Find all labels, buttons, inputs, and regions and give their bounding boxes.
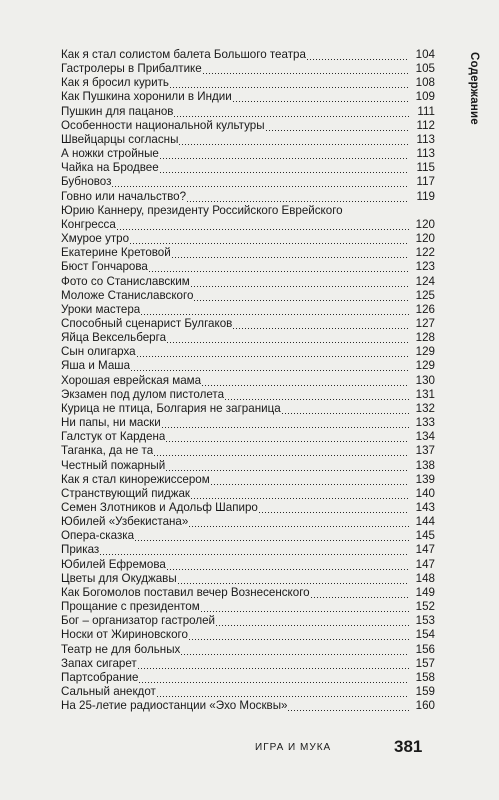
- leader-dots: [165, 459, 409, 473]
- toc-entry-page: 120: [415, 232, 435, 246]
- toc-entry: [61, 76, 435, 90]
- leader-dots: [148, 260, 409, 274]
- toc-entry-title: Пушкин для пацанов: [61, 104, 174, 118]
- leader-dots: [306, 48, 409, 62]
- toc-entry: [61, 275, 435, 289]
- toc-entry-title: Ни папы, ни маски: [61, 416, 161, 430]
- toc-entry-title: Чайка на Бродвее: [61, 161, 159, 175]
- toc-entry-title: Партсобрание: [61, 670, 139, 684]
- toc-entry-title: Юбилей «Узбекистана»: [61, 515, 189, 529]
- toc-entry: [61, 331, 435, 345]
- toc-entry-page: 144: [415, 515, 435, 529]
- toc-entry-title: Сын олигарха: [61, 345, 136, 359]
- toc-entry: [61, 459, 435, 473]
- toc-entry: [61, 218, 435, 232]
- toc-entry-page: 153: [415, 614, 435, 628]
- toc-entry: [61, 600, 435, 614]
- toc-entry-title: Швейцарцы согласны: [61, 132, 179, 146]
- toc-entry: [61, 204, 435, 218]
- toc-entry-page: 117: [416, 175, 435, 189]
- toc-entry: [61, 119, 435, 133]
- leader-dots: [129, 232, 409, 246]
- toc-entry-title: Хорошая еврейская мама: [61, 373, 202, 387]
- toc-entry-title: Запах сигарет: [61, 656, 137, 670]
- toc-entry-title: Уроки мастера: [61, 302, 141, 316]
- toc-entry-title: Как Богомолов поставил вечер Вознесенского: [61, 585, 310, 599]
- toc-entry: [61, 345, 435, 359]
- toc-entry-title: Честный пожарный: [61, 458, 166, 472]
- toc-entry: [61, 175, 435, 189]
- leader-dots: [177, 572, 409, 586]
- leader-dots: [193, 289, 409, 303]
- toc-entry-page: 111: [417, 104, 435, 118]
- toc-entry-page: 112: [416, 118, 435, 132]
- toc-entry: [61, 48, 435, 62]
- table-of-contents: [61, 48, 435, 713]
- leader-dots: [200, 600, 409, 614]
- toc-entry: [61, 62, 435, 76]
- toc-entry-title: Приказ: [61, 543, 100, 557]
- toc-entry: [61, 161, 435, 175]
- leader-dots: [166, 331, 409, 345]
- toc-entry: [61, 105, 435, 119]
- leader-dots: [130, 359, 409, 373]
- toc-entry-title: Конгресса: [61, 217, 116, 231]
- leader-dots: [134, 529, 409, 543]
- toc-entry-page: 160: [415, 699, 435, 713]
- toc-entry: [61, 643, 435, 657]
- section-header: [468, 52, 482, 132]
- toc-entry-page: 147: [415, 557, 435, 571]
- toc-entry: [61, 586, 435, 600]
- leader-dots: [138, 671, 409, 685]
- toc-entry-page: 129: [415, 359, 435, 373]
- toc-entry-title: Сальный анекдот: [61, 685, 156, 699]
- toc-entry-title: Бубновоз: [61, 175, 112, 189]
- leader-dots: [156, 685, 409, 699]
- leader-dots: [310, 586, 409, 600]
- toc-entry: [61, 699, 435, 713]
- toc-entry-page: 105: [415, 62, 435, 76]
- toc-entry-page: 132: [415, 401, 435, 415]
- toc-entry-page: 108: [415, 76, 435, 90]
- leader-dots: [178, 133, 409, 147]
- leader-dots: [116, 218, 409, 232]
- toc-entry-title: Бог – организатор гастролей: [61, 614, 216, 628]
- toc-entry-page: 139: [415, 472, 435, 486]
- toc-entry-title: Юбилей Ефремова: [61, 557, 166, 571]
- leader-dots: [210, 473, 409, 487]
- toc-entry-page: 109: [415, 90, 435, 104]
- leader-dots: [201, 374, 409, 388]
- toc-entry: [61, 685, 435, 699]
- toc-entry-title: Как я бросил курить: [61, 76, 169, 90]
- leader-dots: [159, 147, 409, 161]
- toc-entry-title: Хмурое утро: [61, 232, 130, 246]
- toc-entry: [61, 402, 435, 416]
- toc-entry-title: Как я стал солистом балета Большого театра: [61, 48, 306, 61]
- toc-entry: [61, 90, 435, 104]
- toc-entry: [61, 614, 435, 628]
- leader-dots: [287, 699, 409, 713]
- toc-entry-page: 145: [415, 529, 435, 543]
- toc-entry-page: 154: [415, 628, 435, 642]
- leader-dots: [265, 119, 409, 133]
- leader-dots: [171, 246, 409, 260]
- leader-dots: [140, 303, 409, 317]
- toc-entry-page: 138: [415, 458, 435, 472]
- leader-dots: [111, 175, 409, 189]
- leader-dots: [173, 105, 409, 119]
- toc-entry-page: 157: [415, 656, 435, 670]
- toc-entry-page: 113: [416, 132, 435, 146]
- toc-entry-page: 143: [415, 501, 435, 514]
- toc-entry: [61, 260, 435, 274]
- section-title: Содержание: [468, 52, 480, 125]
- toc-entry: [61, 289, 435, 303]
- toc-entry: [61, 388, 435, 402]
- leader-dots: [188, 515, 409, 529]
- toc-entry-title: Семен Злотников и Адольф Шапиро: [61, 501, 258, 514]
- toc-entry: [61, 529, 435, 543]
- toc-entry-title: Гастролеры в Прибалтике: [61, 62, 202, 76]
- toc-entry-title: Говно или начальство?: [61, 189, 187, 203]
- leader-dots: [166, 558, 409, 572]
- toc-entry-page: 129: [415, 345, 435, 359]
- leader-dots: [232, 317, 409, 331]
- toc-entry-title: Особенности национальной культуры: [61, 118, 265, 132]
- toc-entry-page: 137: [415, 444, 435, 458]
- toc-entry: [61, 515, 435, 529]
- toc-entry-title: Как я стал кинорежиссером: [61, 472, 210, 486]
- toc-entry-title: А ножки стройные: [61, 147, 159, 161]
- toc-entry-title: Опера-сказка: [61, 529, 135, 543]
- toc-entry-page: 115: [416, 161, 435, 175]
- leader-dots: [180, 643, 409, 657]
- leader-dots: [165, 430, 409, 444]
- leader-dots: [224, 388, 409, 402]
- toc-entry: [61, 572, 435, 586]
- toc-entry-page: 133: [415, 416, 435, 430]
- toc-entry: [61, 671, 435, 685]
- toc-entry-title: Яша и Маша: [61, 359, 131, 373]
- toc-entry-title: На 25-летие радиостанции «Эхо Москвы»: [61, 699, 288, 713]
- toc-entry-page: 130: [415, 373, 435, 387]
- toc-entry: [61, 501, 435, 515]
- toc-entry-page: 149: [415, 585, 435, 599]
- toc-entry-title: Курица не птица, Болгария не заграница: [61, 401, 281, 415]
- toc-entry-title: Цветы для Окуджавы: [61, 571, 177, 585]
- toc-entry-page: 156: [415, 642, 435, 656]
- toc-entry-title: Странствующий пиджак: [61, 486, 190, 500]
- toc-entry: [61, 487, 435, 501]
- toc-entry-title: Экзамен под дулом пистолета: [61, 387, 225, 401]
- leader-dots: [232, 90, 409, 104]
- toc-entry: [61, 317, 435, 331]
- toc-entry-title: Галстук от Кардена: [61, 430, 166, 444]
- toc-entry: [61, 558, 435, 572]
- toc-entry-page: 113: [416, 147, 435, 161]
- toc-entry-page: 104: [415, 48, 435, 61]
- toc-entry-title: Бюст Гончарова: [61, 260, 148, 274]
- toc-entry-page: 120: [415, 217, 435, 231]
- toc-entry-page: 127: [415, 316, 435, 330]
- page-number: 381: [394, 737, 423, 756]
- toc-entry-page: 140: [415, 486, 435, 500]
- toc-entry: [61, 416, 435, 430]
- leader-dots: [137, 657, 409, 671]
- toc-entry-title: Юрию Каннеру, президенту Российского Еврейского: [61, 203, 343, 217]
- toc-entry-page: 152: [415, 600, 435, 614]
- toc-entry-page: 158: [415, 670, 435, 684]
- leader-dots: [136, 345, 409, 359]
- toc-entry-title: Екатерине Кретовой: [61, 246, 171, 260]
- toc-entry-title: Фото со Станиславским: [61, 274, 190, 288]
- leader-dots: [161, 416, 409, 430]
- toc-entry-title: Моложе Станиславского: [61, 288, 194, 302]
- toc-entry: [61, 628, 435, 642]
- toc-entry: [61, 147, 435, 161]
- toc-entry-page: 128: [415, 331, 435, 345]
- leader-dots: [186, 190, 409, 204]
- toc-entry-page: 159: [415, 685, 435, 699]
- toc-entry: [61, 232, 435, 246]
- toc-entry: [61, 430, 435, 444]
- toc-entry-page: 123: [415, 260, 435, 274]
- toc-entry-page: 125: [415, 288, 435, 302]
- toc-entry: [61, 246, 435, 260]
- leader-dots: [188, 628, 409, 642]
- toc-entry-page: 122: [415, 246, 435, 260]
- running-footer-title: ИГРА И МУКА: [255, 742, 332, 753]
- toc-entry-title: Как Пушкина хоронили в Индии: [61, 90, 232, 104]
- toc-entry-page: 131: [415, 387, 435, 401]
- toc-entry: [61, 303, 435, 317]
- toc-entry: [61, 359, 435, 373]
- leader-dots: [159, 161, 409, 175]
- toc-entry-title: Яйца Вексельберга: [61, 331, 167, 345]
- toc-entry: [61, 133, 435, 147]
- leader-dots: [99, 543, 409, 557]
- toc-entry-title: Театр не для больных: [61, 642, 181, 656]
- toc-entry-page: 134: [415, 430, 435, 444]
- toc-entry-page: 147: [415, 543, 435, 557]
- leader-dots: [258, 501, 409, 515]
- toc-entry: [61, 473, 435, 487]
- toc-entry-title: Прощание с президентом: [61, 600, 200, 614]
- leader-dots: [190, 487, 409, 501]
- toc-entry-title: Способный сценарист Булгаков: [61, 316, 233, 330]
- toc-entry: [61, 444, 435, 458]
- toc-entry: [61, 190, 435, 204]
- toc-entry-title: Носки от Жириновского: [61, 628, 188, 642]
- leader-dots: [215, 614, 409, 628]
- leader-dots: [153, 444, 409, 458]
- toc-entry-page: 124: [415, 274, 435, 288]
- toc-entry-page: 126: [415, 302, 435, 316]
- toc-entry-title: Таганка, да не та: [61, 444, 154, 458]
- toc-entry: [61, 374, 435, 388]
- toc-entry-page: 148: [415, 571, 435, 585]
- leader-dots: [169, 76, 409, 90]
- toc-entry-page: 119: [416, 189, 435, 203]
- leader-dots: [281, 402, 409, 416]
- leader-dots: [190, 275, 409, 289]
- leader-dots: [202, 62, 409, 76]
- toc-entry: [61, 543, 435, 557]
- toc-entry: [61, 657, 435, 671]
